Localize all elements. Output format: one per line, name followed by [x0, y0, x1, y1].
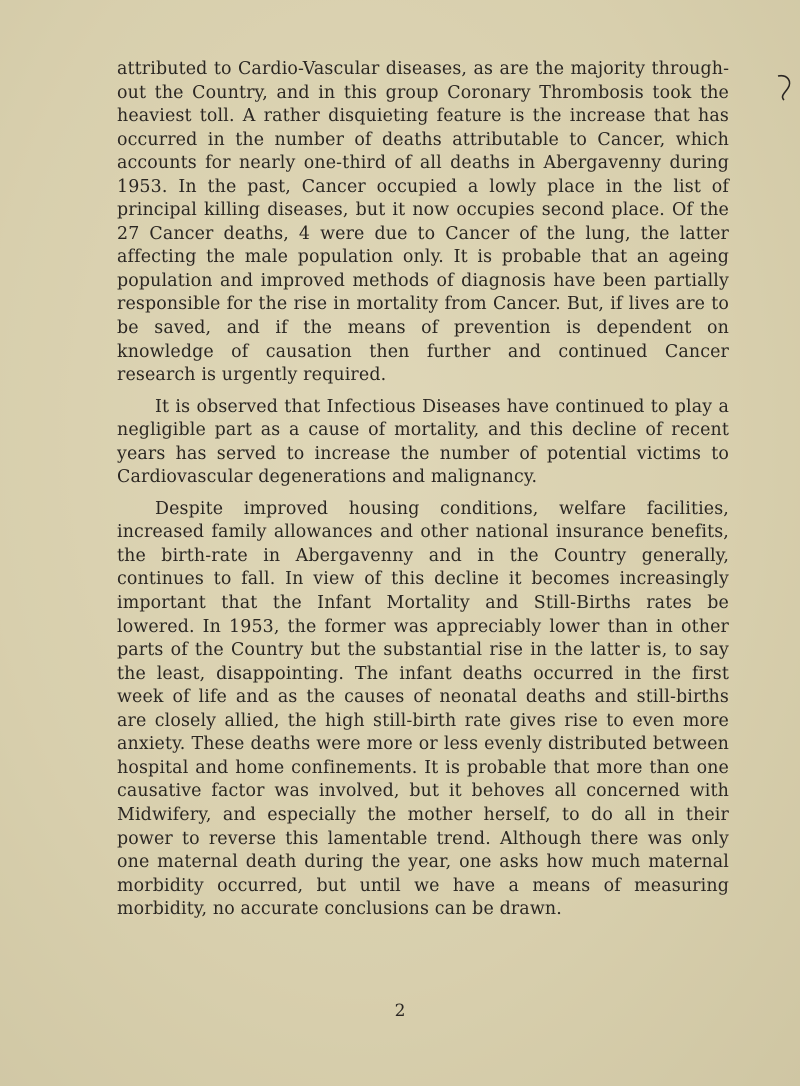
page-edge-mark-icon [776, 72, 794, 102]
paragraph-2: It is observed that Infectious Diseases have continued to play a negligible part as a cause of mortality, and this decline of recent years has served to increase the number of potential victims to Cardiovascular degenerations and malignancy. [117, 396, 729, 488]
paragraph-3: Despite improved housing conditions, welfare facilities, increased family allowances and other national insurance benefits, the birth-rate in Abergavenny and in the Country generally, continues to fall. In view of this decline it becomes increasingly important that the Infant Mortality and Still-Births rates be lowered. In 1953, the former was appreciably lower than in other parts of the Country but the substantial rise in the latter is, to say the least, disappointing. The infant deaths occurred in the first week of life and as the causes of neonatal deaths and still-births are closely allied, the high still-birth rate gives rise to even more anxiety. These deaths were more or less evenly distributed between hospital and home confinements. It is probable that more than one causative factor was involved, but it behoves all concerned with Midwifery, and especially the mother herself, to do all in their power to reverse this lamentable trend. Although there was only one maternal death during the year, one asks how much maternal morbidity occurred, but until we have a means of measuring morbidity, no accurate conclusions can be drawn. [117, 498, 729, 920]
body-text [117, 58, 729, 922]
page-number: 2 [394, 1001, 406, 1021]
paragraph-1: attributed to Cardio-Vascular diseases, as are the majority through out the Country, and in this group Coronary Thrombosis took the heaviest toll. A rather disquieting feature is the increase that has occurred in the number of deaths attributable to Cancer, which accounts for nearly one-third of all deaths in Abergavenny during 1953. In the past, Cancer occupied a lowly place in the list of principal killing diseases, but it now occupies second place. Of the 27 Cancer deaths, 4 were due to Cancer of the lung, the latter affecting the male population only. It is probable that an ageing population and improved methods of diagnosis have been partially responsible for the rise in mortality from Cancer. But, if lives are to be saved, and if the means of prevention is dependent on knowledge of causation then further and continued Cancer research is urgently required. [117, 59, 729, 386]
